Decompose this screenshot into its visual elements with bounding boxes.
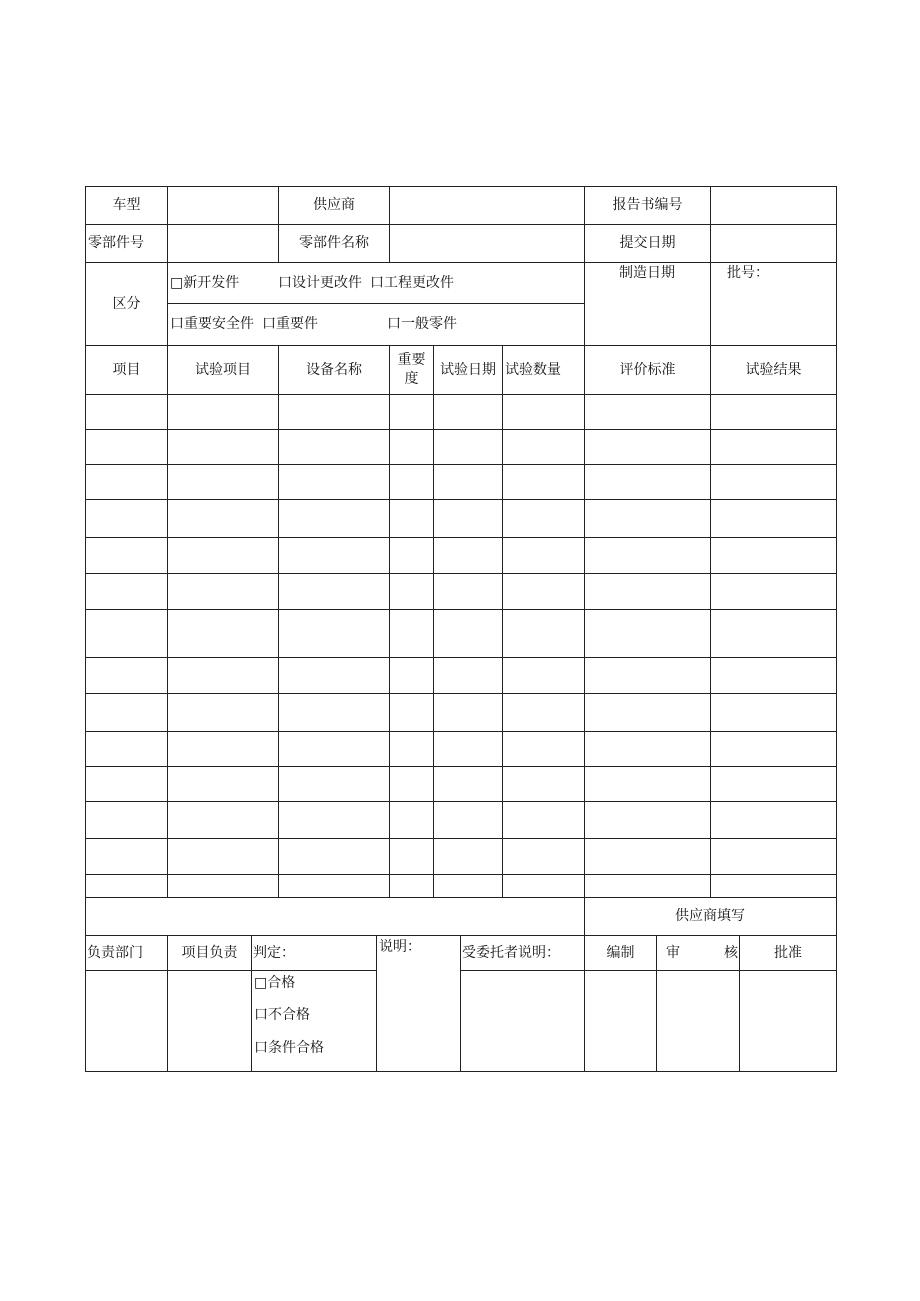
checkbox-important-safety[interactable]: 口重要安全件 — [170, 316, 254, 332]
field-vehicle-type[interactable] — [168, 187, 278, 224]
field-report-no[interactable] — [711, 187, 836, 224]
label-responsible-dept: 负责部门 — [87, 944, 143, 961]
label-vehicle-type: 车型 — [112, 197, 141, 214]
col-header-importance-line1: 重要 — [397, 352, 426, 369]
row-line — [85, 499, 837, 500]
row-line — [85, 429, 837, 430]
col-header-importance-line2: 度 — [404, 371, 419, 387]
label-supplier: 供应商 — [313, 197, 355, 214]
row-line — [85, 394, 837, 395]
label-compile: 编制 — [606, 944, 635, 961]
row-line — [85, 838, 837, 839]
row-line — [85, 874, 837, 875]
row-line — [85, 262, 837, 263]
checkbox-important-part[interactable]: 口重要件 — [262, 316, 318, 332]
label-project-lead: 项目负责 — [181, 944, 238, 961]
col-line — [502, 345, 503, 898]
label-judgement: 判定： — [253, 944, 295, 961]
row-line — [85, 970, 377, 971]
label-part-name: 零部件名称 — [299, 235, 369, 252]
label-supplier-fill: 供应商填写 — [675, 908, 745, 925]
checkbox-pass[interactable]: □合格 — [254, 975, 296, 991]
col-line — [584, 345, 585, 898]
col-line — [278, 345, 279, 898]
label-client-notes: 受委托者说明： — [462, 944, 560, 961]
col-header-equipment: 设备名称 — [306, 361, 362, 378]
col-header-test-qty: 试验数量 — [505, 361, 561, 378]
col-header-importance — [390, 346, 433, 394]
label-batch-no: 批号： — [727, 265, 769, 281]
label-part-no: 零部件号 — [88, 235, 144, 252]
label-review-2: 核 — [724, 945, 738, 961]
row-line — [85, 693, 837, 694]
checkbox-new-development[interactable]: □新开发件 — [170, 275, 240, 291]
col-line — [656, 935, 657, 1072]
label-submit-date: 提交日期 — [619, 235, 676, 252]
label-notes: 说明： — [379, 939, 421, 955]
field-part-no[interactable] — [168, 225, 278, 262]
row-line — [85, 731, 837, 732]
row-line — [85, 464, 837, 465]
row-line — [85, 657, 837, 658]
col-line — [389, 345, 390, 898]
col-header-criteria: 评价标准 — [619, 361, 676, 378]
col-line — [460, 935, 461, 1072]
col-line — [167, 345, 168, 898]
row-line — [167, 303, 585, 304]
label-approve: 批准 — [774, 944, 802, 961]
row-line — [85, 801, 837, 802]
label-review-1: 审 — [666, 945, 680, 961]
col-line — [376, 935, 377, 1072]
label-report-no: 报告书编号 — [612, 197, 683, 214]
checkbox-general-part[interactable]: 口一般零件 — [387, 316, 457, 332]
col-header-test-date: 试验日期 — [440, 361, 496, 378]
label-category: 区分 — [112, 295, 141, 312]
checkbox-process-change[interactable]: 口工程更改件 — [370, 275, 454, 291]
field-supplier[interactable] — [390, 187, 584, 224]
border-bottom — [85, 1071, 837, 1072]
row-line — [85, 609, 837, 610]
field-part-name[interactable] — [390, 225, 584, 262]
field-submit-date[interactable] — [711, 225, 836, 262]
col-header-item: 项目 — [112, 361, 141, 378]
row-line — [85, 537, 837, 538]
col-line — [433, 345, 434, 898]
checkbox-conditional[interactable]: 口条件合格 — [254, 1040, 324, 1056]
row-line — [85, 766, 837, 767]
row-line — [85, 573, 837, 574]
col-header-result: 试验结果 — [745, 361, 802, 378]
border-right — [836, 186, 837, 1072]
checkbox-fail[interactable]: 口不合格 — [254, 1007, 310, 1023]
checkbox-design-change[interactable]: 口设计更改件 — [278, 275, 362, 291]
col-line — [584, 897, 585, 1072]
col-line — [251, 935, 252, 1072]
label-mfg-date: 制造日期 — [619, 265, 675, 281]
row-line — [460, 970, 837, 971]
col-header-test-item: 试验项目 — [195, 361, 251, 378]
col-line — [710, 345, 711, 898]
